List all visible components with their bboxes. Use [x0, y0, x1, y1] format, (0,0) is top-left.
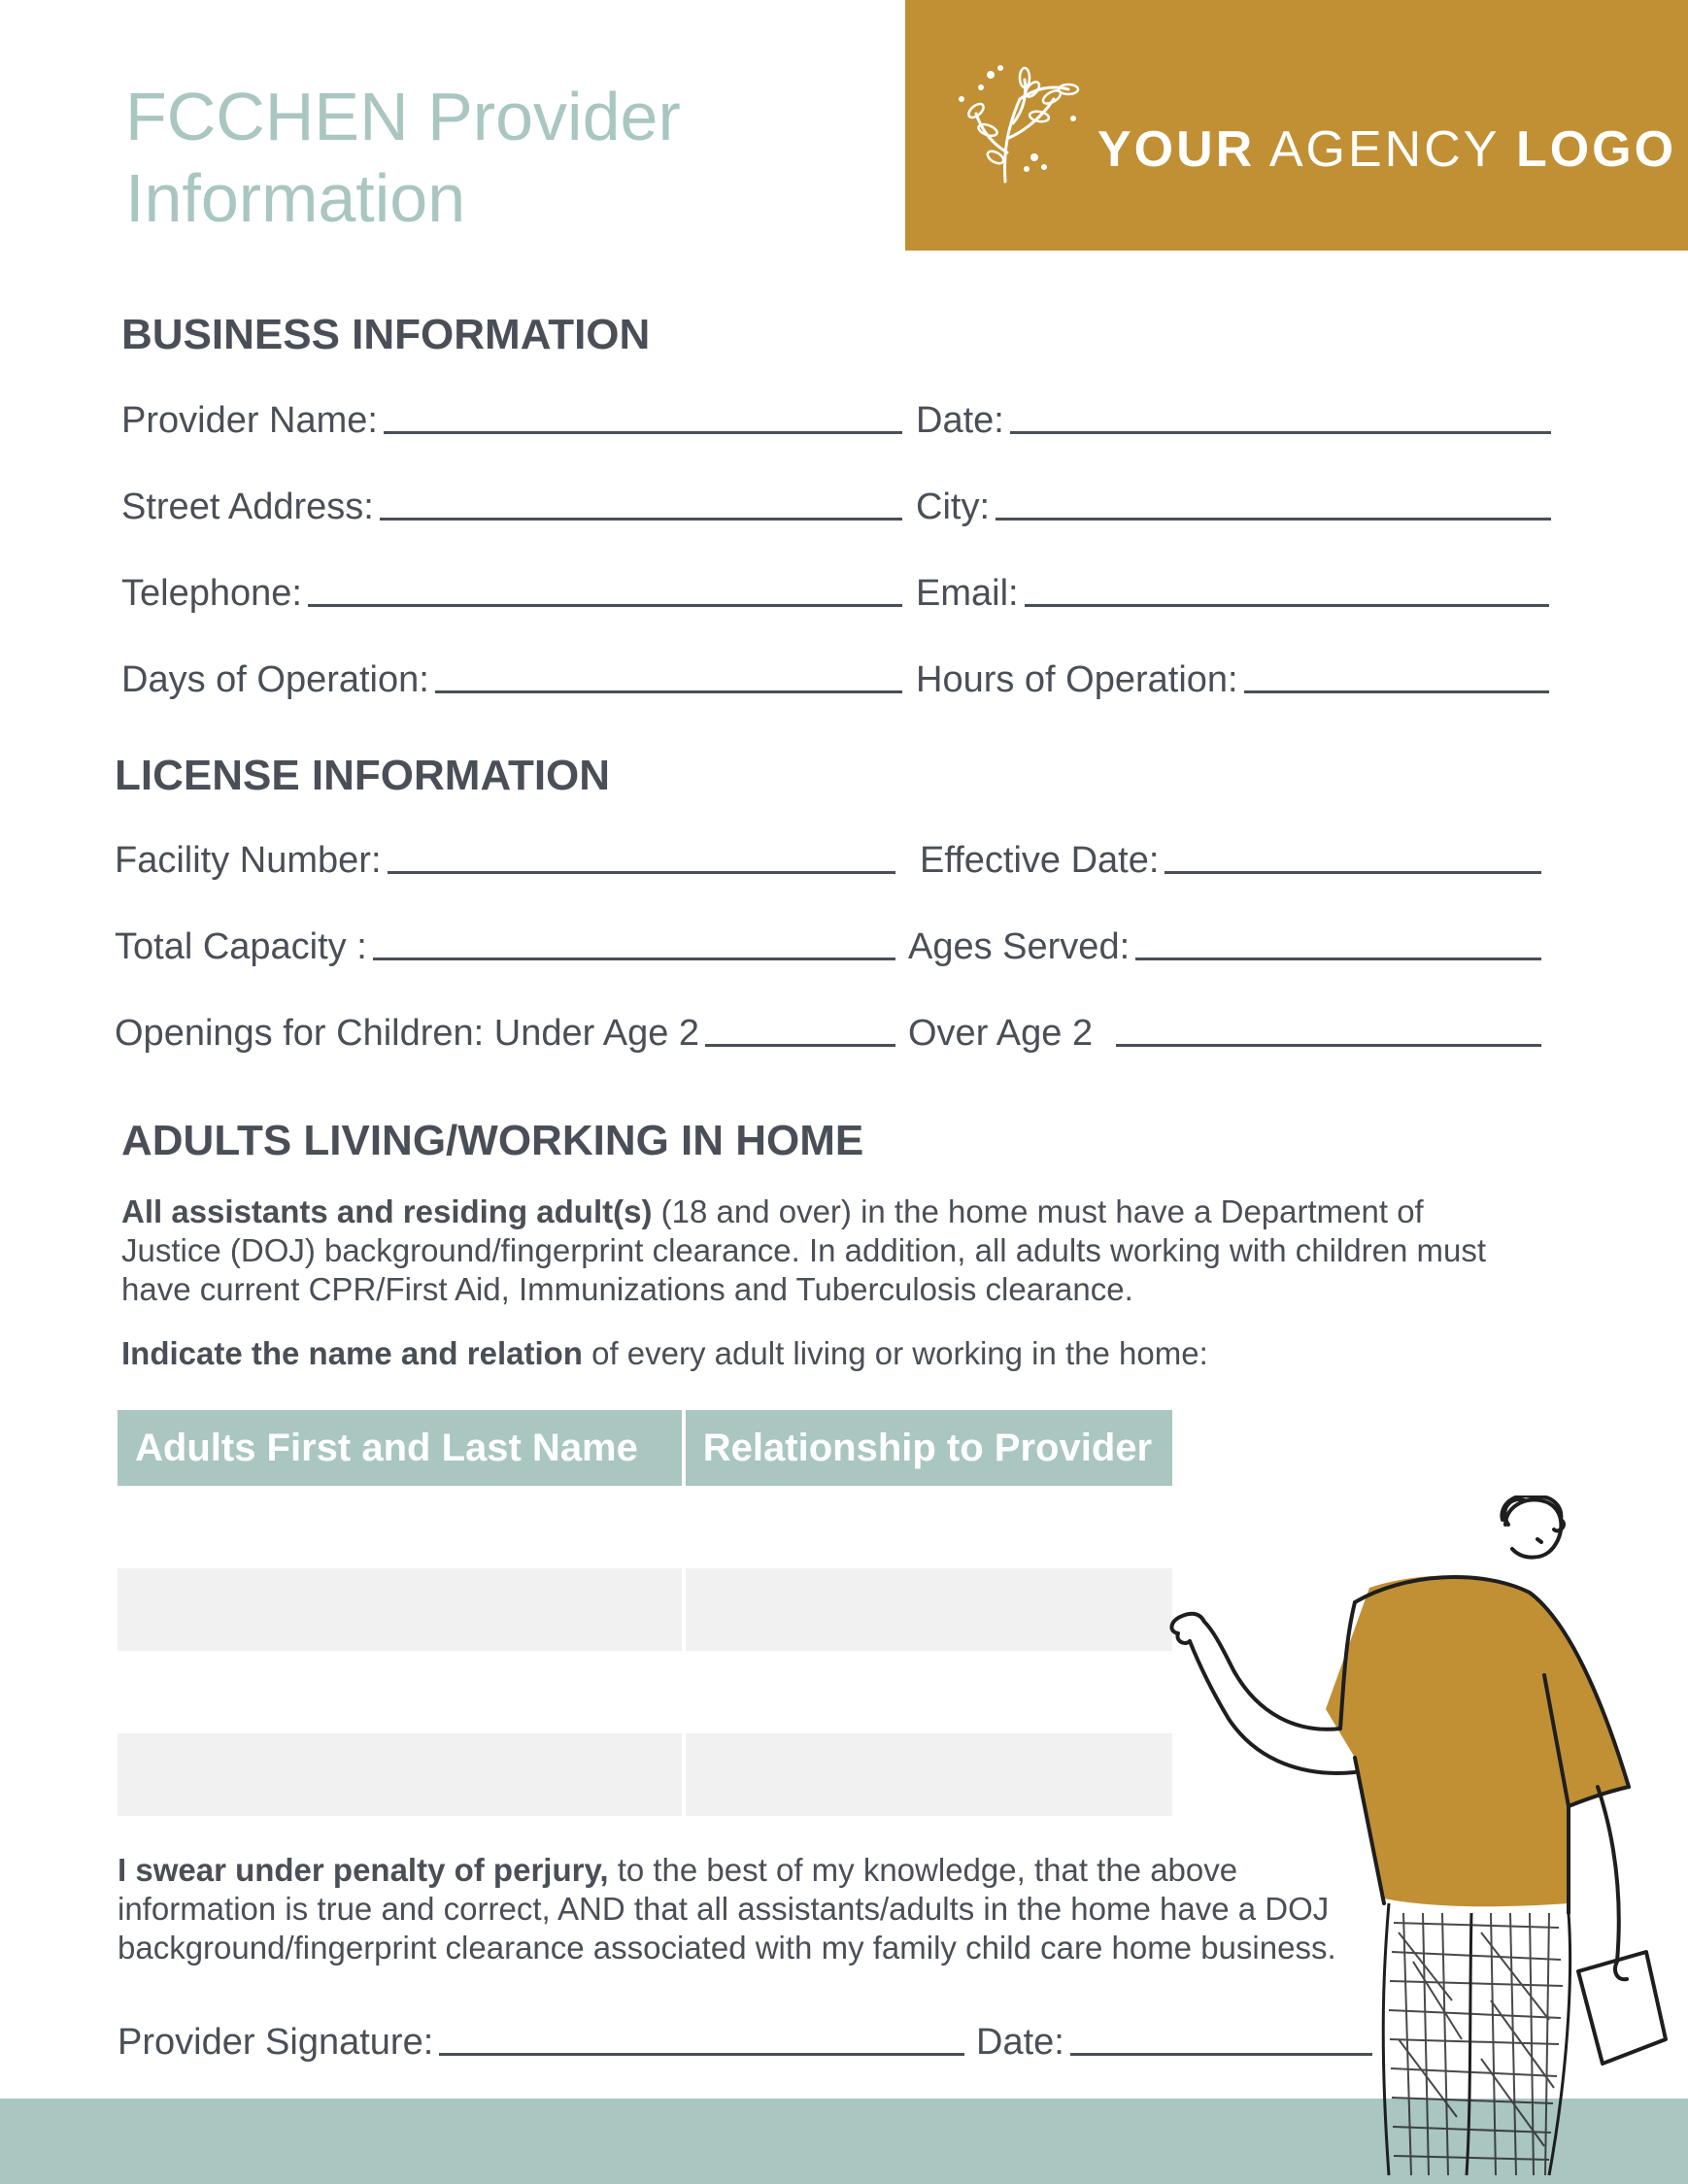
telephone-field[interactable] [121, 566, 902, 615]
openings-under-2-label: Openings for Children: Under Age 2 [115, 1013, 700, 1054]
adults-requirement-text: (18 and over) in the home must have a Department of Justice (DOJ) background/fingerprint clearance. In addition, all adults working with children must have current CPR/First Aid, Immunizations and Tuberculosis clearance. [121, 1193, 1486, 1307]
leaf-branch-icon [947, 60, 1085, 186]
city-line[interactable] [996, 518, 1551, 521]
name-cell[interactable] [118, 1486, 682, 1568]
days-of-operation-field[interactable] [121, 653, 902, 701]
days-of-operation-label: Days of Operation: [121, 659, 429, 700]
street-address-field[interactable] [121, 480, 902, 528]
adults-instruction-text: of every adult living or working in the home: [582, 1335, 1208, 1371]
ages-served-line[interactable] [1135, 958, 1541, 960]
person-illustration [1161, 1495, 1688, 2184]
table-header-name: Adults First and Last Name [118, 1410, 682, 1486]
relationship-cell[interactable] [686, 1486, 1172, 1568]
email-label: Email: [916, 573, 1019, 614]
telephone-label: Telephone: [121, 573, 302, 614]
provider-signature-line[interactable] [439, 2053, 964, 2056]
date-label: Date: [916, 400, 1004, 441]
adults-table [114, 1410, 1176, 1816]
name-cell[interactable] [118, 1651, 682, 1733]
ages-served-label: Ages Served: [908, 926, 1131, 967]
openings-under-2-line[interactable] [705, 1044, 895, 1047]
city-field[interactable] [916, 480, 1551, 528]
hours-of-operation-line[interactable] [1244, 690, 1549, 693]
business-info-heading: BUSINESS INFORMATION [121, 311, 651, 358]
table-row [118, 1568, 1172, 1651]
telephone-line[interactable] [308, 604, 902, 607]
email-field[interactable] [916, 566, 1549, 615]
hours-of-operation-field[interactable] [916, 653, 1549, 701]
provider-signature-label: Provider Signature: [118, 2022, 434, 2063]
adults-instruction-bold: Indicate the name and relation [121, 1335, 583, 1371]
name-cell[interactable] [118, 1568, 682, 1651]
days-of-operation-line[interactable] [435, 690, 902, 693]
city-label: City: [916, 487, 990, 527]
table-row [118, 1733, 1172, 1816]
total-capacity-line[interactable] [373, 958, 895, 960]
agency-logo-text: YOUR AGENCY LOGO [1097, 121, 1677, 178]
table-header-row [118, 1410, 1172, 1486]
page-title [125, 76, 681, 239]
name-cell[interactable] [118, 1733, 682, 1816]
signature-date-label: Date: [976, 2022, 1064, 2063]
table-header-relationship: Relationship to Provider [686, 1410, 1172, 1486]
provider-name-label: Provider Name: [121, 400, 378, 441]
date-field[interactable] [916, 393, 1551, 442]
openings-under-2-field[interactable] [115, 1006, 895, 1055]
over-age-2-label: Over Age 2 [908, 1013, 1094, 1054]
email-line[interactable] [1025, 604, 1549, 607]
license-info-heading: LICENSE INFORMATION [115, 752, 611, 799]
facility-number-label: Facility Number: [115, 840, 382, 881]
street-address-label: Street Address: [121, 487, 374, 527]
total-capacity-label: Total Capacity : [115, 926, 367, 967]
effective-date-line[interactable] [1165, 871, 1541, 874]
effective-date-label: Effective Date: [920, 840, 1160, 881]
title-line-2: Information [125, 160, 466, 236]
hours-of-operation-label: Hours of Operation: [916, 659, 1238, 700]
provider-name-line[interactable] [384, 431, 902, 434]
street-address-line[interactable] [380, 518, 902, 521]
date-line[interactable] [1010, 431, 1551, 434]
relationship-cell[interactable] [686, 1733, 1172, 1816]
total-capacity-field[interactable] [115, 920, 895, 968]
adults-requirement-bold: All assistants and residing adult(s) [121, 1193, 653, 1229]
facility-number-line[interactable] [388, 871, 896, 874]
ages-served-field[interactable] [908, 920, 1541, 968]
adults-heading: ADULTS LIVING/WORKING IN HOME [121, 1117, 864, 1164]
adults-instruction-paragraph [121, 1334, 1501, 1373]
adults-requirement-paragraph [121, 1193, 1501, 1309]
provider-name-field[interactable] [121, 393, 902, 442]
title-line-1: FCCHEN Provider [125, 79, 681, 154]
table-row [118, 1486, 1172, 1568]
over-age-2-line[interactable] [1116, 1044, 1541, 1047]
effective-date-field[interactable] [920, 833, 1541, 882]
table-row [118, 1651, 1172, 1733]
relationship-cell[interactable] [686, 1568, 1172, 1651]
perjury-statement-text: to the best of my knowledge, that the above information is true and correct, AND that all assistants/adults in the home have a DOJ background/fingerprint clearance associated with my family child care home business. [118, 1852, 1336, 1966]
relationship-cell[interactable] [686, 1651, 1172, 1733]
perjury-statement-bold: I swear under penalty of perjury, [118, 1852, 609, 1888]
over-age-2-field[interactable] [908, 1006, 1541, 1055]
provider-signature-field[interactable] [118, 2015, 964, 2064]
facility-number-field[interactable] [115, 833, 895, 882]
